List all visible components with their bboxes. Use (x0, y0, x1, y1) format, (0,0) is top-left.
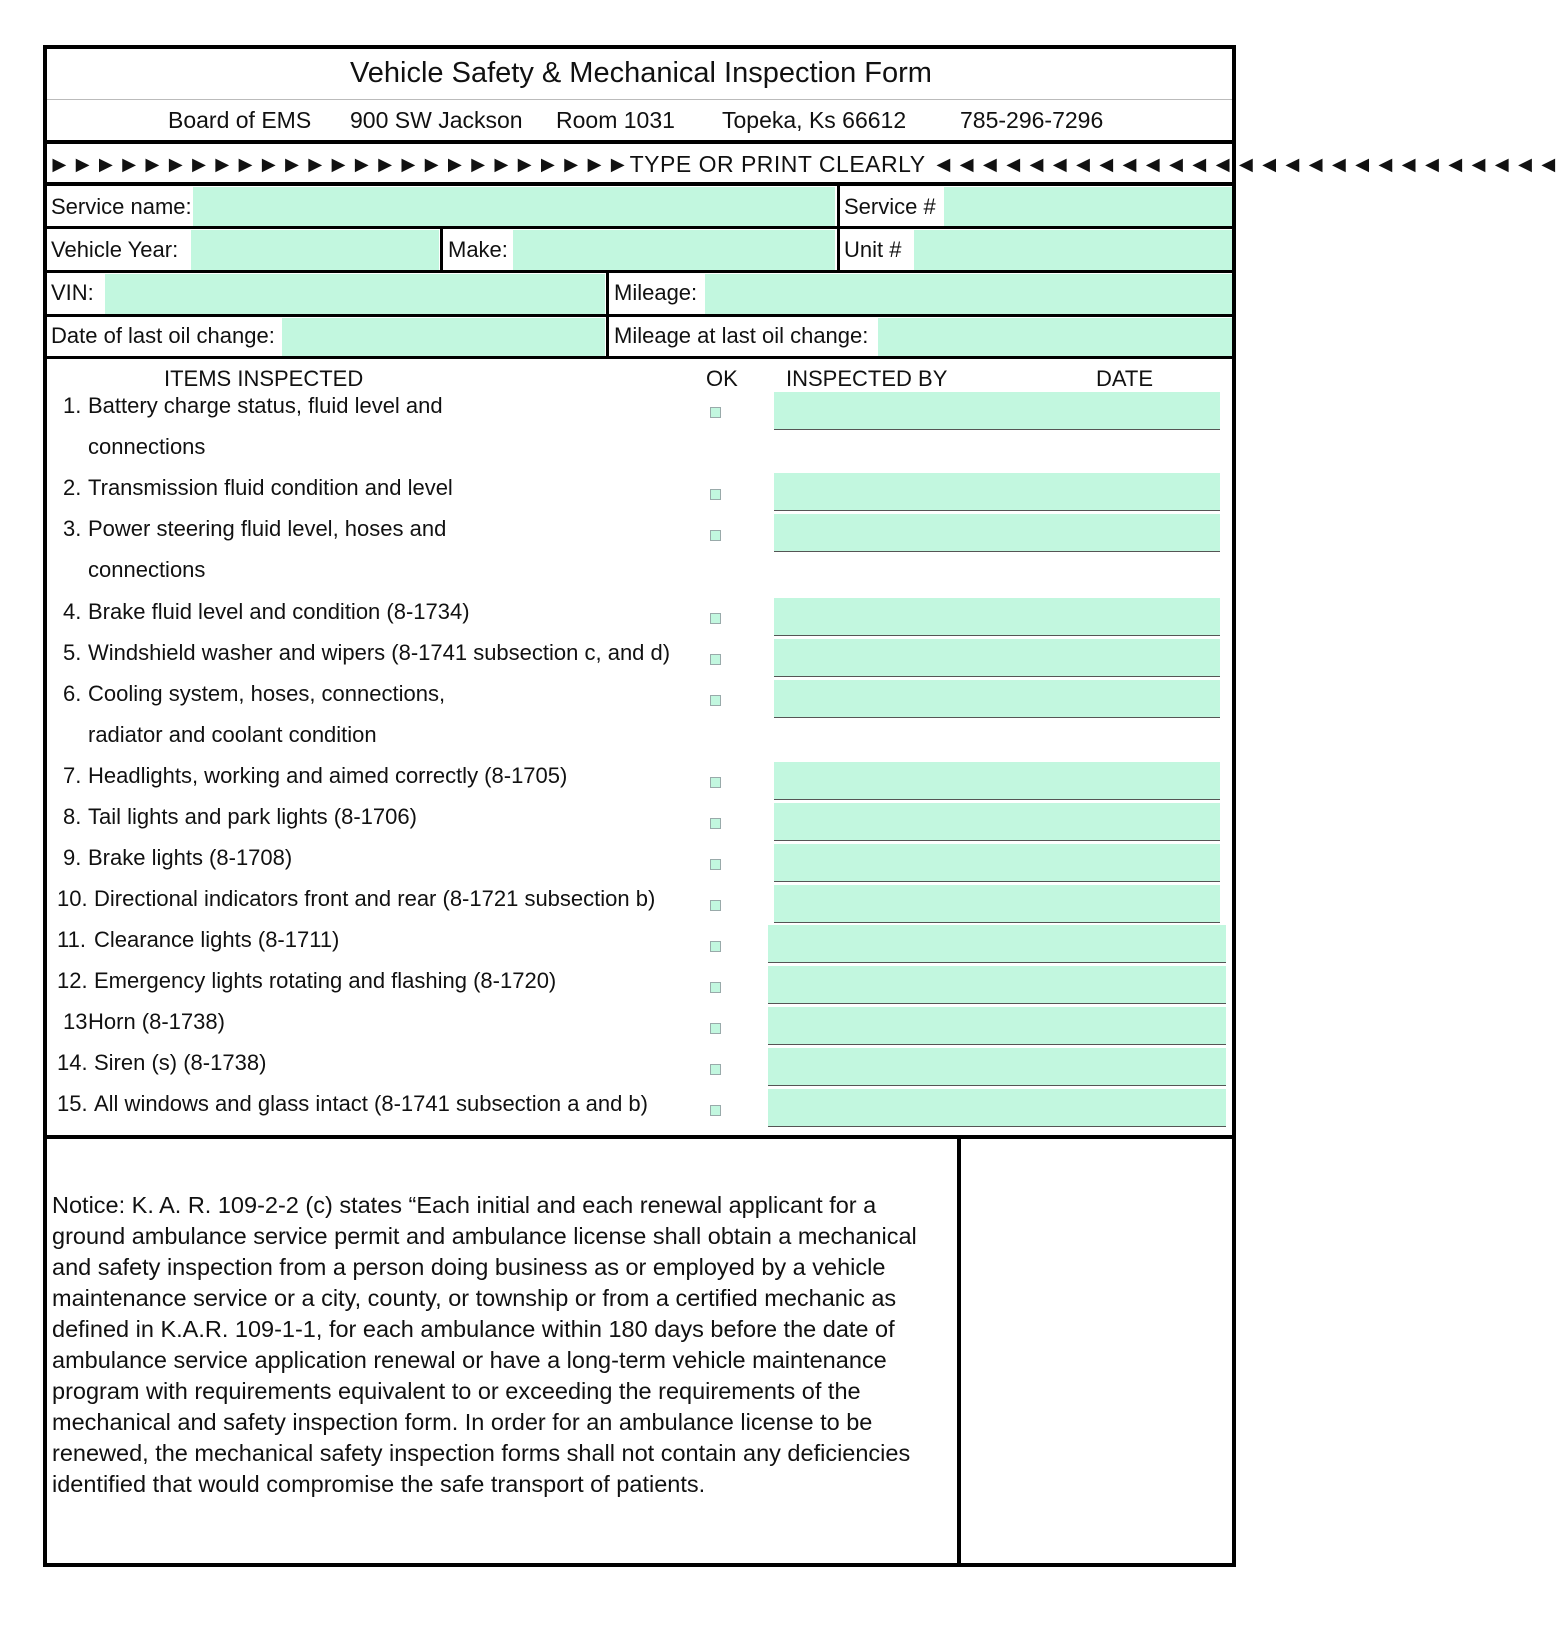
make-label: Make: (448, 237, 508, 262)
item-number: 13 (63, 1009, 88, 1034)
frame-left (43, 45, 47, 1567)
service-name-field[interactable] (193, 187, 835, 226)
item-number: 6. (63, 681, 82, 706)
ok-checkbox[interactable] (710, 859, 721, 870)
inspected-by-date-field[interactable] (774, 803, 1220, 841)
row4-bottom (43, 356, 1236, 359)
item-number: 9. (63, 845, 82, 870)
item-label: Siren (s) (8-1738) (94, 1050, 267, 1075)
item-number: 5. (63, 640, 82, 665)
address-street: 900 SW Jackson (350, 107, 523, 133)
ok-header: OK (706, 366, 738, 391)
item-label: Horn (8-1738) (88, 1009, 225, 1034)
address-room: Room 1031 (556, 107, 675, 133)
item-label: Emergency lights rotating and flashing (8-1720) (94, 968, 557, 993)
mileage-field[interactable] (705, 274, 1232, 314)
item-label: Clearance lights (8-1711) (94, 927, 340, 952)
ok-checkbox[interactable] (710, 777, 721, 788)
inspected-by-date-field[interactable] (774, 473, 1220, 511)
last-oil-change-mileage-field[interactable] (878, 318, 1232, 357)
item-label: Cooling system, hoses, connections, (88, 681, 446, 706)
service-number-field[interactable] (944, 187, 1232, 226)
address-city: Topeka, Ks 66612 (722, 107, 907, 133)
type-or-print-banner: ►►►►►►►►►►►►►►►►►►►►►►►►►TYPE OR PRINT CLEARLY ◄◄◄◄◄◄◄◄◄◄◄◄◄◄◄◄◄◄◄◄◄◄◄◄◄◄◄ (48, 151, 1560, 177)
ok-checkbox[interactable] (710, 654, 721, 665)
inspected-by-date-field[interactable] (774, 680, 1220, 718)
row1-bottom (43, 226, 1236, 229)
inspected-by-date-field[interactable] (774, 885, 1220, 923)
item-number: 12. (57, 968, 88, 993)
inspected-by-header: INSPECTED BY (786, 366, 948, 391)
ok-checkbox[interactable] (710, 695, 721, 706)
banner-divider (43, 182, 1236, 186)
item-label: Windshield washer and wipers (8-1741 subsection c, and d) (88, 640, 671, 665)
frame-bottom (43, 1563, 1236, 1567)
item-label: Brake lights (8-1708) (88, 845, 293, 870)
title-divider (47, 99, 1232, 100)
signature-box (961, 1139, 1232, 1563)
item-label: All windows and glass intact (8-1741 subsection a and b) (94, 1091, 648, 1116)
address-phone: 785-296-7296 (960, 107, 1104, 133)
item-number: 10. (57, 886, 88, 911)
item-label: Power steering fluid level, hoses and (88, 516, 447, 541)
ok-checkbox[interactable] (710, 530, 721, 541)
item-number: 2. (63, 475, 82, 500)
inspected-by-date-field[interactable] (774, 392, 1220, 430)
item-number: 4. (63, 599, 82, 624)
service-name-label: Service name: (51, 194, 192, 219)
vin-field[interactable] (105, 274, 605, 314)
frame-top (43, 45, 1236, 49)
unit-number-label: Unit # (844, 237, 902, 262)
ok-checkbox[interactable] (710, 489, 721, 500)
inspected-by-date-field[interactable] (768, 1089, 1226, 1127)
mileage-label: Mileage: (614, 280, 698, 305)
date-header: DATE (1096, 366, 1154, 391)
notice-text: Notice: K. A. R. 109-2-2 (c) states “Each initial and each renewal applicant for a ground ambulance service permit and ambulance license shall obtain a mechanical and safety inspection from a person doing business as or employed by a vehicle maintenance service or a city, county, or township or from a certified mechanic as defined in K.A.R. 109-1-1, for each ambulance within 180 days before the date of ambulance service application renewal or have a long-term vehicle maintenance program with requirements equivalent to or exceeding the requirements of the mechanical and safety inspection form. In order for an ambulance license to be renewed, the mechanical safety inspection forms shall not contain any deficiencies identified that would compromise the safe transport of patients. (52, 1192, 917, 1497)
header-divider (43, 140, 1236, 144)
inspected-by-date-field[interactable] (768, 1048, 1226, 1086)
item-number: 14. (57, 1050, 88, 1075)
address-org: Board of EMS (168, 107, 312, 133)
ok-checkbox[interactable] (710, 1023, 721, 1034)
vehicle-year-field[interactable] (191, 230, 439, 270)
last-oil-change-date-label: Date of last oil change: (51, 323, 275, 348)
item-label-continued: radiator and coolant condition (88, 722, 377, 747)
inspected-by-date-field[interactable] (768, 1007, 1226, 1045)
ok-checkbox[interactable] (710, 818, 721, 829)
item-number: 11. (57, 927, 86, 952)
unit-number-field[interactable] (914, 230, 1232, 270)
ok-checkbox[interactable] (710, 407, 721, 418)
item-label-continued: connections (88, 434, 206, 459)
row3-bottom (43, 314, 1236, 317)
item-number: 8. (63, 804, 82, 829)
item-number: 3. (63, 516, 82, 541)
row2-bottom (43, 270, 1236, 273)
last-oil-change-date-field[interactable] (282, 318, 605, 357)
row2-divider-make (440, 229, 443, 273)
inspected-by-date-field[interactable] (774, 762, 1220, 800)
inspected-by-date-field[interactable] (774, 598, 1220, 636)
vehicle-year-label: Vehicle Year: (51, 237, 179, 262)
inspected-by-date-field[interactable] (774, 844, 1220, 882)
row1-divider (837, 186, 840, 273)
item-label: Brake fluid level and condition (8-1734) (88, 599, 470, 624)
item-label: Directional indicators front and rear (8-1721 subsection b) (94, 886, 656, 911)
inspected-by-date-field[interactable] (768, 925, 1226, 963)
service-number-label: Service # (844, 194, 936, 219)
item-label-continued: connections (88, 557, 206, 582)
ok-checkbox[interactable] (710, 941, 721, 952)
frame-right (1232, 45, 1236, 1567)
make-field[interactable] (513, 230, 835, 270)
inspected-by-date-field[interactable] (768, 966, 1226, 1004)
form-title: Vehicle Safety & Mechanical Inspection Form (350, 57, 932, 89)
item-number: 15. (57, 1091, 88, 1116)
item-label: Battery charge status, fluid level and (88, 393, 443, 418)
ok-checkbox[interactable] (710, 900, 721, 911)
ok-checkbox[interactable] (710, 982, 721, 993)
vin-label: VIN: (51, 280, 94, 305)
ok-checkbox[interactable] (710, 1064, 721, 1075)
last-oil-change-mileage-label: Mileage at last oil change: (614, 323, 869, 348)
ok-checkbox[interactable] (710, 613, 721, 624)
item-number: 7. (63, 763, 82, 788)
item-label: Tail lights and park lights (8-1706) (88, 804, 417, 829)
ok-checkbox[interactable] (710, 1105, 721, 1116)
item-number: 1. (63, 393, 82, 418)
item-label: Transmission fluid condition and level (88, 475, 453, 500)
inspected-by-date-field[interactable] (774, 639, 1220, 677)
item-label: Headlights, working and aimed correctly (8-1705) (88, 763, 568, 788)
items-inspected-header: ITEMS INSPECTED (164, 366, 364, 391)
inspected-by-date-field[interactable] (774, 514, 1220, 552)
